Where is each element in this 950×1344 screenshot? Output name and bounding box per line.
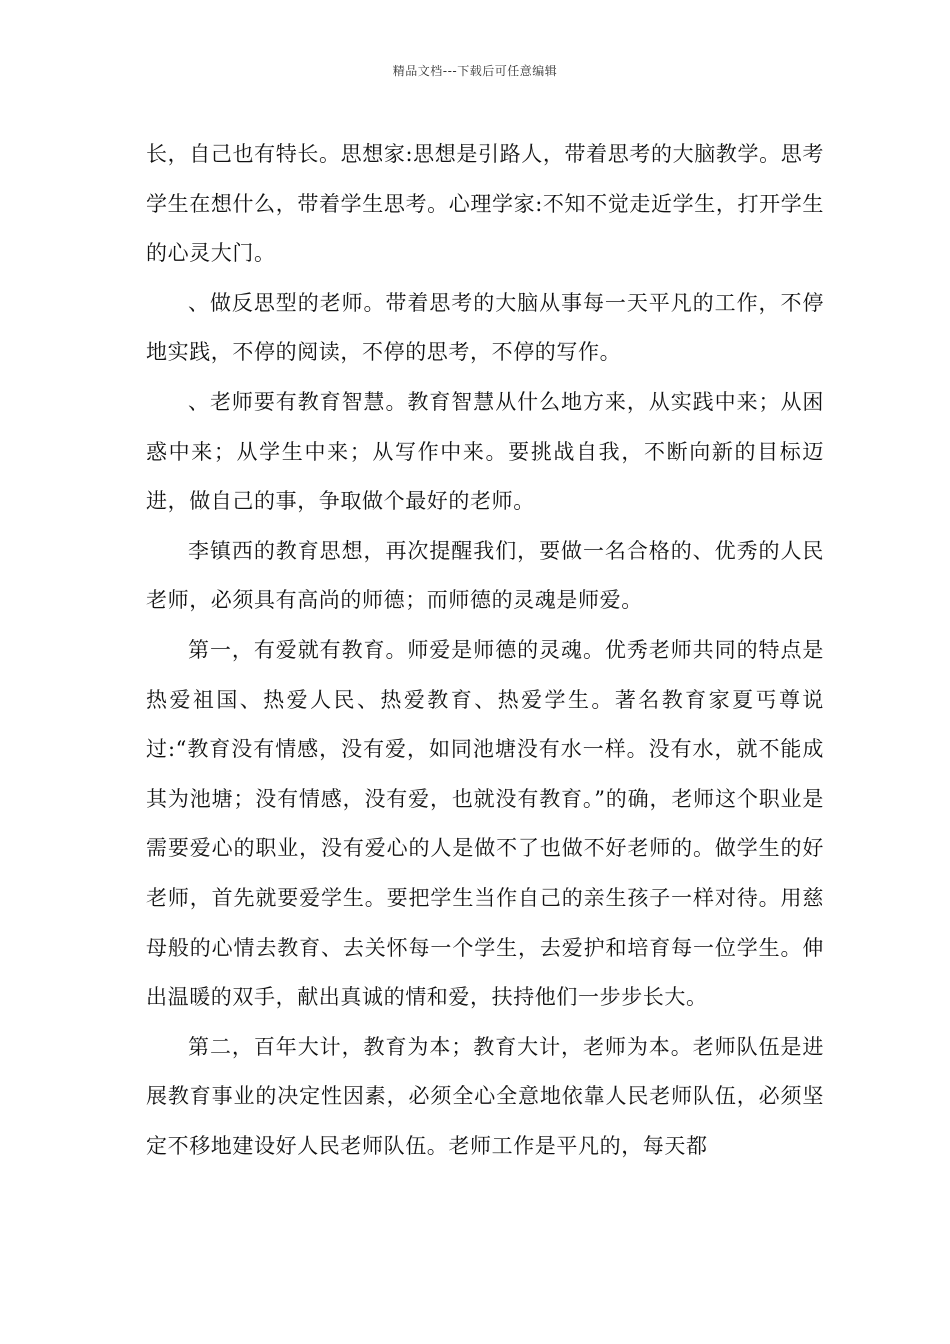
paragraph-continuation: 长，自己也有特长。思想家:思想是引路人，带着思考的大脑教学。思考学生在想什么，带着学生思考。心理学家:不知不觉走近学生，打开学生的心灵大门。: [146, 142, 824, 266]
paragraph-li-zhenxi: 李镇西的教育思想，再次提醒我们，要做一名合格的、优秀的人民老师，必须具有高尚的师德；而师德的灵魂是师爱。: [146, 538, 824, 613]
paragraph-second-point: 第二，百年大计，教育为本；教育大计，老师为本。老师队伍是进展教育事业的决定性因素，必须全心全意地依靠人民老师队伍，必须坚定不移地建设好人民老师队伍。老师工作是平凡的，每天都: [146, 1034, 824, 1158]
paragraph-first-point: 第一，有爱就有教育。师爱是师德的灵魂。优秀老师共同的特点是热爱祖国、热爱人民、热爱教育、热爱学生。著名教育家夏丐尊说过:“教育没有情感，没有爱，如同池塘没有水一样。没有水，就不能成其为池塘；没有情感，没有爱，也就没有教育。”的确，老师这个职业是需要爱心的职业，没有爱心的人是做不了也做不好老师的。做学生的好老师，首先就要爱学生。要把学生当作自己的亲生孩子一样对待。用慈母般的心情去教育、去关怀每一个学生，去爱护和培育每一位学生。伸出温暖的双手，献出真诚的情和爱，扶持他们一步步长大。: [146, 637, 824, 1010]
paragraph-reflective-teacher: 、做反思型的老师。带着思考的大脑从事每一天平凡的工作，不停地实践，不停的阅读，不停的思考，不停的写作。: [146, 290, 824, 365]
page-header: 精品文档---下载后可任意编辑: [392, 64, 558, 78]
document-body: [146, 130, 824, 1171]
paragraph-education-wisdom: 、老师要有教育智慧。教育智慧从什么地方来，从实践中来；从困惑中来；从学生中来；从写作中来。要挑战自我，不断向新的目标迈进，做自己的事，争取做个最好的老师。: [146, 389, 824, 514]
